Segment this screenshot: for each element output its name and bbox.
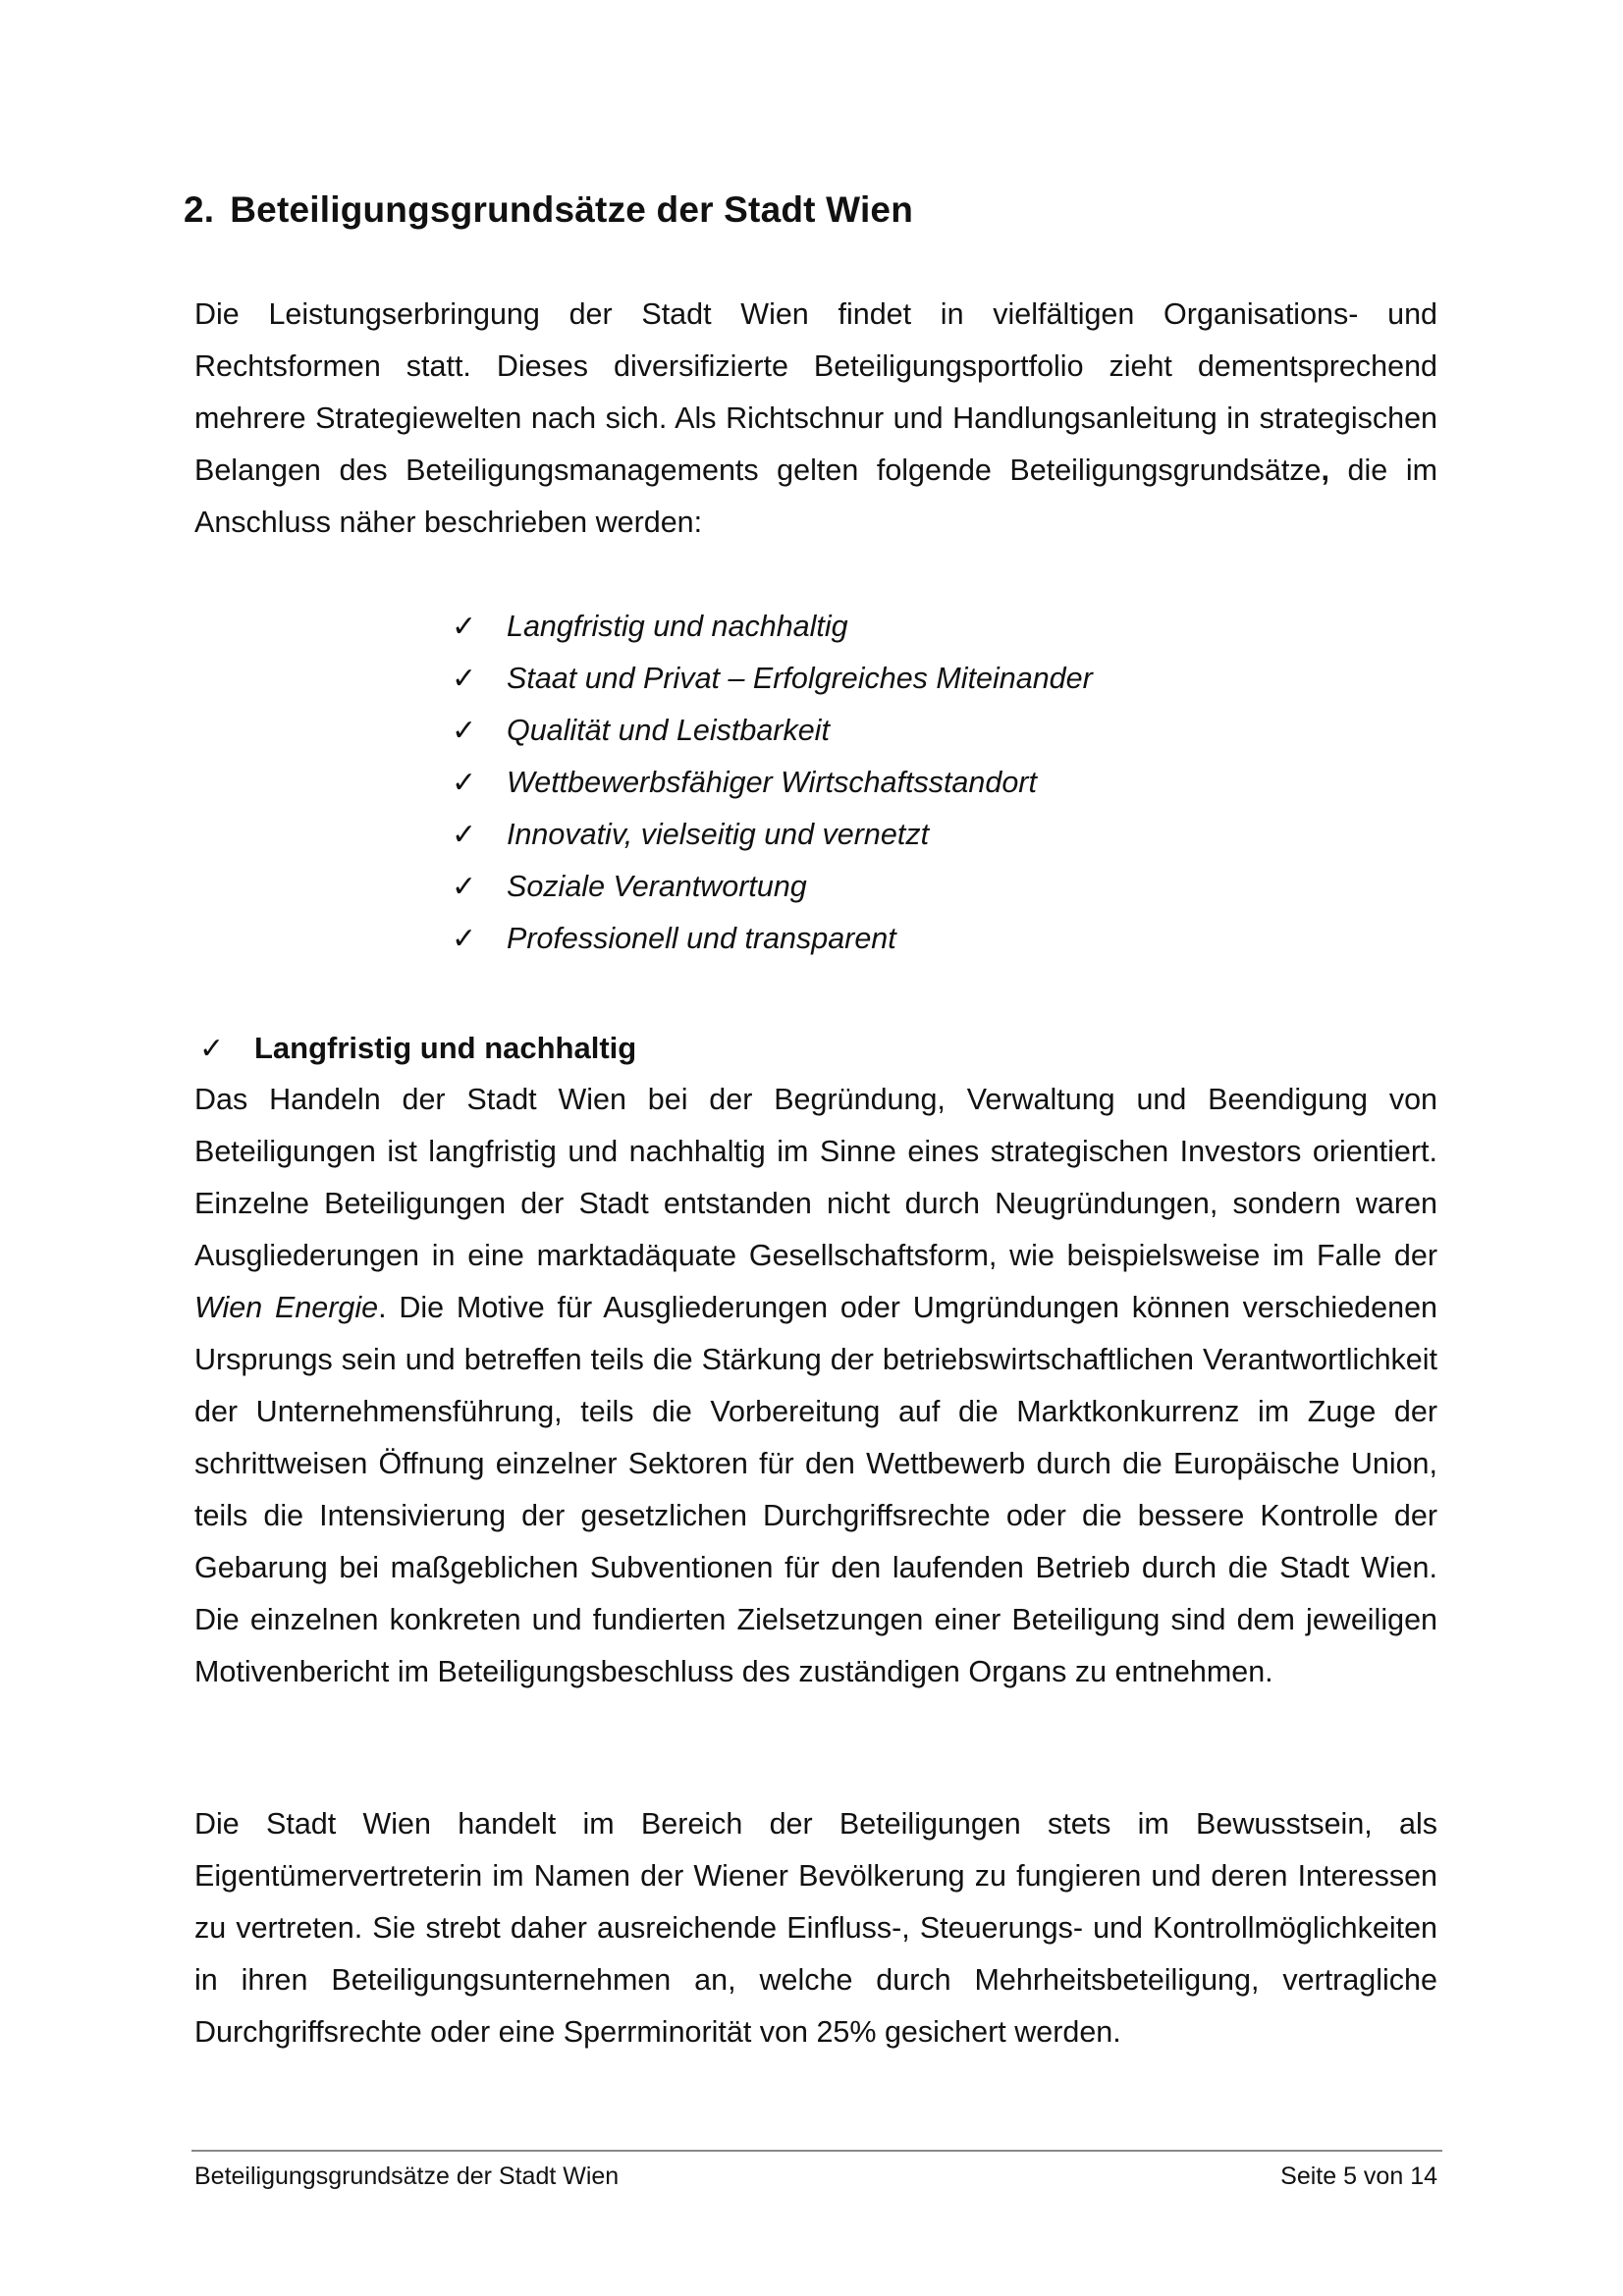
list-item xyxy=(452,653,1093,705)
list-item xyxy=(452,809,1093,861)
checkmark-icon: ✓ xyxy=(452,715,477,747)
checkmark-icon: ✓ xyxy=(452,819,477,851)
footer-divider xyxy=(191,2150,1442,2152)
list-item-label: Innovativ, vielseitig und vernetzt xyxy=(507,818,930,851)
intro-bold-comma: , xyxy=(1321,454,1329,487)
checkmark-icon: ✓ xyxy=(452,871,477,903)
section-number: 2. xyxy=(184,189,215,230)
intro-text-end: die im Anschluss näher beschrieben werden: xyxy=(194,454,1437,539)
intro-paragraph xyxy=(194,289,1437,549)
checkmark-icon: ✓ xyxy=(199,1033,225,1065)
checkmark-icon: ✓ xyxy=(452,767,477,799)
list-item-label: Professionell und transparent xyxy=(507,922,896,955)
list-item-label: Staat und Privat – Erfolgreiches Miteinander xyxy=(507,662,1093,695)
para1-end: . Die Motive für Ausgliederungen oder Umgründungen können verschiedenen Ursprungs sein und betreffen teils die Stärkung der betriebswirtschaftlichen Verantwortlichkeit der Unternehmensführung, teils die Vorbereitung auf die Marktkonkurrenz im Zuge der schrittweisen Öffnung einzelner Sektoren für den Wettbewerb durch die Europäische Union, teils die Intensivierung der gesetzlichen Durchgriffsrechte oder die bessere Kontrolle der Gebarung bei maßgeblichen Subventionen für den laufenden Betrieb durch die Stadt Wien. Die einzelnen konkreten und fundierten Zielsetzungen einer Beteiligung sind dem jeweiligen Motivenbericht im Beteiligungsbeschluss des zuständigen Organs zu entnehmen. xyxy=(194,1291,1437,1688)
checkmark-icon: ✓ xyxy=(452,923,477,955)
principles-list xyxy=(452,601,1093,965)
body-paragraph-2: Die Stadt Wien handelt im Bereich der Beteiligungen stets im Bewusstsein, als Eigentümervertreterin im Namen der Wiener Bevölkerung zu fungieren und deren Interessen zu vertreten. Sie strebt daher ausreichende Einfluss-, Steuerungs- und Kontrollmöglichkeiten in ihren Beteiligungsunternehmen an, welche durch Mehrheitsbeteiligung, vertragliche Durchgriffsrechte oder eine Sperrminorität von 25% gesichert werden. xyxy=(194,1807,1437,2049)
list-item xyxy=(452,913,1093,965)
section-title: Beteiligungsgrundsätze der Stadt Wien xyxy=(230,189,914,230)
section-heading xyxy=(184,189,913,231)
list-item-label: Langfristig und nachhaltig xyxy=(507,610,848,643)
list-item-label: Qualität und Leistbarkeit xyxy=(507,714,830,747)
footer-document-title: Beteiligungsgrundsätze der Stadt Wien xyxy=(194,2163,620,2190)
subsection-title: Langfristig und nachhaltig xyxy=(254,1031,637,1065)
footer-page-number: Seite 5 von 14 xyxy=(1280,2163,1437,2190)
list-item xyxy=(452,757,1093,809)
checkmark-icon: ✓ xyxy=(452,663,477,695)
list-item xyxy=(452,861,1093,913)
para1-emphasis: Wien Energie xyxy=(194,1291,379,1324)
subsection-heading xyxy=(199,1022,636,1075)
page-footer xyxy=(194,2160,1437,2193)
list-item xyxy=(452,601,1093,653)
para1-start: Das Handeln der Stadt Wien bei der Begründung, Verwaltung und Beendigung von Beteiligungen ist langfristig und nachhaltig im Sinne eines strategischen Investors orientiert. Einzelne Beteiligungen der Stadt entstanden nicht durch Neugründungen, sondern waren Ausgliederungen in eine marktadäquate Gesellschaftsform, wie beispielsweise im Falle der xyxy=(194,1083,1437,1272)
list-item-label: Soziale Verantwortung xyxy=(507,870,807,903)
intro-text: Die Leistungserbringung der Stadt Wien findet in vielfältigen Organisations- und Rechtsformen statt. Dieses diversifizierte Beteiligungsportfolio zieht dementsprechend mehrere Strategiewelten nach sich. Als Richtschnur und Handlungsanleitung in strategischen Belangen des Beteiligungsmanagements gelten folgende Beteiligungsgrundsätze xyxy=(194,297,1437,487)
checkmark-icon: ✓ xyxy=(452,611,477,643)
body-paragraph-1 xyxy=(194,1074,1437,1698)
list-item-label: Wettbewerbsfähiger Wirtschaftsstandort xyxy=(507,766,1037,799)
list-item xyxy=(452,705,1093,757)
